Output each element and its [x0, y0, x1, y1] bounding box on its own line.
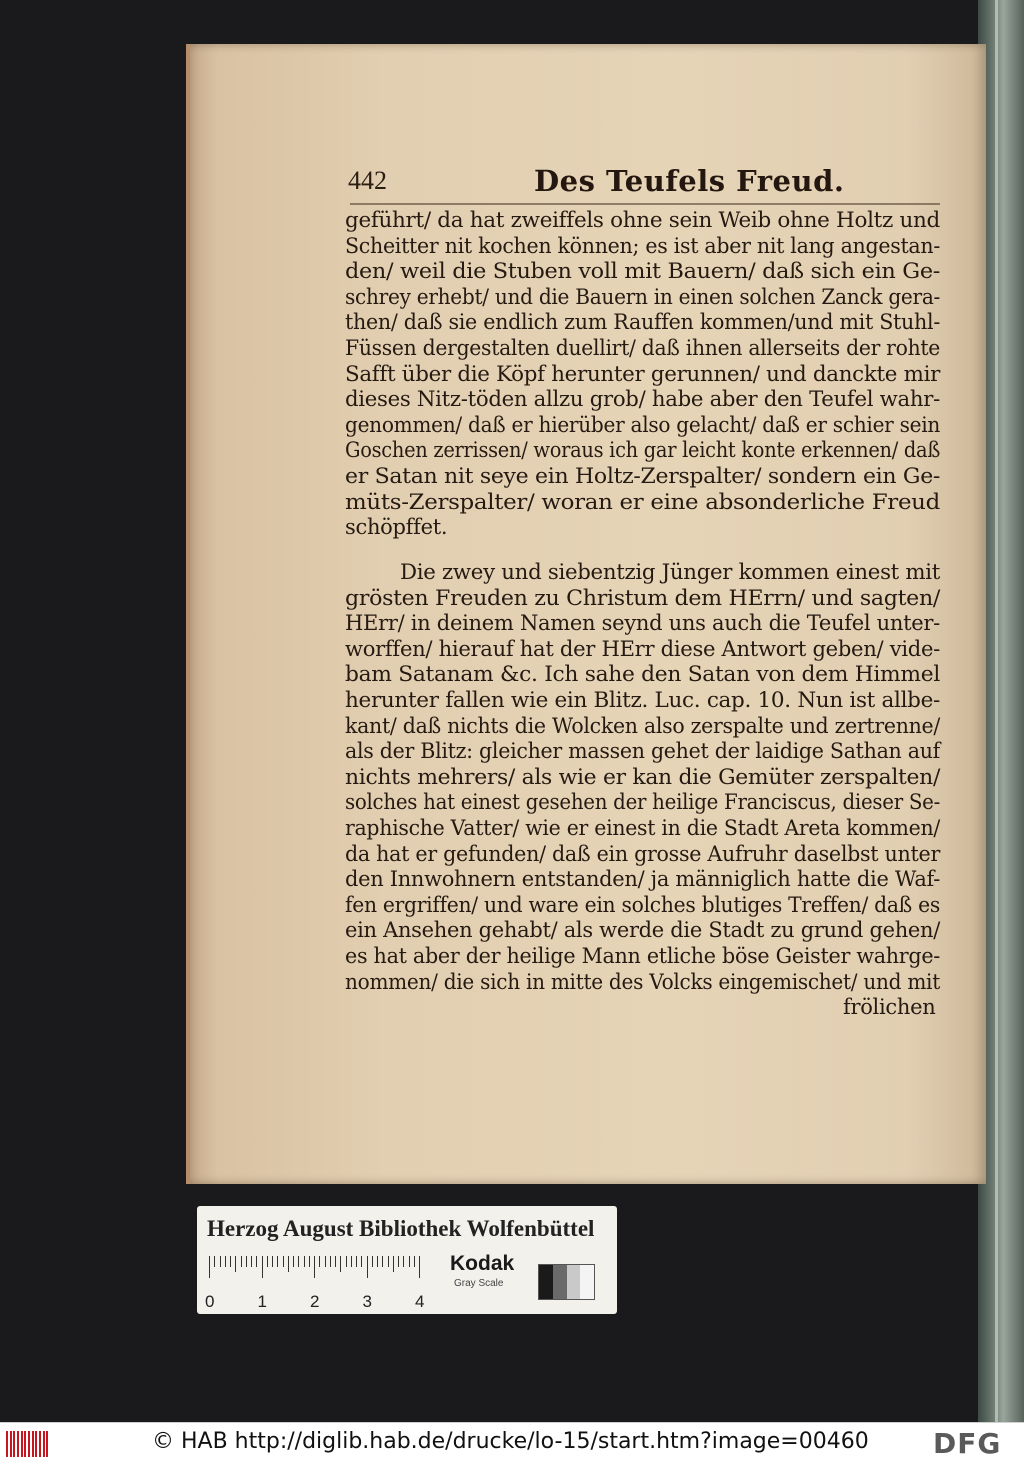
- text-line: da hat er gefunden/ daß ein grosse Aufruhr daselbst unter: [345, 841, 941, 866]
- ruler-tick: [241, 1256, 242, 1267]
- ruler-tick: [335, 1256, 336, 1267]
- ruler-tick: [319, 1256, 320, 1267]
- text-line: Goschen zerrissen/ woraus ich gar leicht konte erkennen/ daß: [345, 438, 941, 463]
- ruler-number: 2: [310, 1292, 320, 1311]
- catchword: frölichen: [843, 995, 936, 1020]
- barcode-bar: [24, 1431, 26, 1457]
- ruler-tick: [356, 1256, 357, 1267]
- kodak-brand: Kodak: [450, 1252, 515, 1275]
- ruler-number: 1: [257, 1292, 267, 1311]
- page-edge: [186, 44, 190, 1184]
- text-line: raphische Vatter/ wie er einest in die Stadt Areta kommen/: [345, 816, 940, 840]
- viewer-footer: [0, 1422, 1024, 1464]
- text-line: Safft über die Köpf herunter gerunnen/ und danckte mir: [345, 361, 941, 386]
- ruler-tick: [283, 1256, 284, 1267]
- ruler-tick: [346, 1256, 347, 1267]
- ruler-tick: [340, 1256, 341, 1272]
- text-line: Die zwey und siebentzig Jünger kommen einest mit: [400, 560, 940, 584]
- text-line: er Satan nit seye ein Holtz-Zerspalter/ sondern ein Ge-: [345, 464, 941, 488]
- ruler-tick: [388, 1256, 389, 1267]
- ruler-tick: [419, 1256, 420, 1278]
- ruler-tick: [409, 1256, 410, 1267]
- ruler-tick: [398, 1256, 399, 1267]
- ruler-tick: [314, 1256, 315, 1278]
- barcode-bar: [43, 1431, 45, 1457]
- text-line: grösten Freuden zu Christum dem HErrn/ und sagten/: [345, 585, 941, 610]
- text-line: dieses Nitz-töden allzu grob/ habe aber den Teufel wahr-: [345, 387, 940, 412]
- text-line: es hat aber der heilige Mann etliche böse Geister wahrge-: [345, 944, 940, 968]
- ruler-number: 4: [415, 1292, 425, 1311]
- ruler-tick: [277, 1256, 278, 1267]
- ruler-tick: [298, 1256, 299, 1267]
- ruler-tick: [367, 1256, 368, 1278]
- ruler-tick: [403, 1256, 404, 1267]
- gray-swatch: [580, 1265, 594, 1299]
- text-line: genommen/ daß er hierüber also gelacht/ daß er schier sein: [345, 412, 941, 437]
- ruler-tick: [251, 1256, 252, 1267]
- library-name: Herzog August Bibliothek Wolfenbüttel: [207, 1216, 595, 1241]
- ruler-tick: [220, 1256, 221, 1267]
- library-label-card: [197, 1206, 617, 1314]
- text-line: herunter fallen wie ein Blitz. Luc. cap. 10. Nun ist allbe-: [345, 688, 940, 712]
- text-line: nommen/ die sich in mitte des Volcks eingemischet/ und mit: [345, 969, 940, 994]
- ruler-tick: [235, 1256, 236, 1272]
- running-title: Des Teufels Freud.: [534, 164, 845, 198]
- citation-link[interactable]: © HAB http://diglib.hab.de/drucke/lo-15/start.htm?image=00460: [152, 1429, 869, 1454]
- page-number: 442: [348, 166, 387, 195]
- ruler-tick: [330, 1256, 331, 1267]
- ruler-tick: [246, 1256, 247, 1267]
- ruler-tick: [372, 1256, 373, 1267]
- text-line: HErr/ in deinem Namen seynd uns auch die Teufel unter-: [345, 611, 940, 636]
- gray-swatch: [553, 1265, 567, 1299]
- ruler-tick: [325, 1256, 326, 1267]
- ruler-number: 0: [205, 1292, 215, 1311]
- text-line: schöpffet.: [345, 515, 448, 540]
- gray-swatch: [539, 1265, 553, 1299]
- ruler-tick: [214, 1256, 215, 1267]
- ruler-tick: [230, 1256, 231, 1267]
- header-rule: [350, 203, 940, 205]
- dfg-logo: DFG: [933, 1427, 1002, 1460]
- barcode-bar: [17, 1431, 19, 1457]
- text-line: kant/ daß nichts die Wolcken also zerspalte und zertrenne/: [345, 713, 940, 738]
- text-line: den/ weil die Stuben voll mit Bauern/ daß sich ein Ge-: [345, 259, 941, 284]
- ruler-tick: [256, 1256, 257, 1267]
- ruler-tick: [377, 1256, 378, 1267]
- barcode-bar: [21, 1431, 23, 1457]
- barcode-bar: [6, 1431, 8, 1457]
- ruler-tick: [393, 1256, 394, 1272]
- text-line: worffen/ hierauf hat der HErr diese Antwort geben/ vide-: [345, 636, 940, 661]
- text-line: ein Ansehen gehabt/ als werde die Stadt zu grund gehen/: [345, 918, 941, 943]
- barcode-icon: [6, 1431, 48, 1457]
- ruler-tick: [262, 1256, 263, 1278]
- ruler-tick: [309, 1256, 310, 1267]
- ruler-number: 3: [362, 1292, 372, 1311]
- barcode-bar: [28, 1431, 30, 1457]
- text-line: then/ daß sie endlich zum Rauffen kommen/und mit Stuhl-: [345, 310, 941, 335]
- text-line: fen ergriffen/ und ware ein solches blutiges Treffen/ daß es: [345, 892, 940, 917]
- text-line: den Innwohnern entstanden/ ja männiglich hatte die Waf-: [345, 867, 940, 892]
- ruler-tick: [414, 1256, 415, 1267]
- page-header: [348, 162, 948, 202]
- ruler-tick: [382, 1256, 383, 1267]
- barcode-bar: [13, 1431, 15, 1457]
- gray-swatch: [567, 1265, 581, 1299]
- text-line: bam Satanam &c. Ich sahe den Satan von dem Himmel: [345, 662, 940, 687]
- scale-ruler: [205, 1256, 425, 1311]
- gray-scale-swatches: [538, 1264, 595, 1300]
- ruler-tick: [288, 1256, 289, 1272]
- text-line: solches hat einest gesehen der heilige Franciscus, dieser Se-: [345, 790, 940, 815]
- ruler-tick: [272, 1256, 273, 1267]
- barcode-bar: [32, 1431, 34, 1457]
- ruler-tick: [351, 1256, 352, 1267]
- ruler-tick: [293, 1256, 294, 1267]
- text-line: schrey erhebt/ und die Bauern in einen solchen Zanck gera-: [345, 284, 941, 309]
- text-line: Füssen dergestalten duellirt/ daß ihnen allerseits der rohte: [345, 336, 941, 360]
- barcode-bar: [10, 1431, 12, 1457]
- ruler-tick: [361, 1256, 362, 1267]
- text-line: müts-Zerspalter/ woran er eine absonderliche Freud: [345, 489, 940, 514]
- ruler-tick: [225, 1256, 226, 1267]
- barcode-bar: [46, 1431, 48, 1457]
- gutter-highlight: [995, 0, 998, 1422]
- text-line: nichts mehrers/ als wie er kan die Gemüter zerspalten/: [345, 764, 940, 789]
- barcode-bar: [35, 1431, 37, 1457]
- ruler-tick: [304, 1256, 305, 1267]
- ruler-tick: [267, 1256, 268, 1267]
- ruler-tick: [209, 1256, 210, 1278]
- text-line: Scheitter nit kochen können; es ist aber nit lang angestan-: [345, 233, 940, 258]
- text-line: als der Blitz: gleicher massen gehet der laidige Sathan auf: [345, 739, 940, 764]
- kodak-gray-scale-label: Gray Scale: [454, 1278, 504, 1289]
- barcode-bar: [39, 1431, 41, 1457]
- text-line: geführt/ da hat zweiffels ohne sein Weib ohne Holtz und: [345, 208, 940, 232]
